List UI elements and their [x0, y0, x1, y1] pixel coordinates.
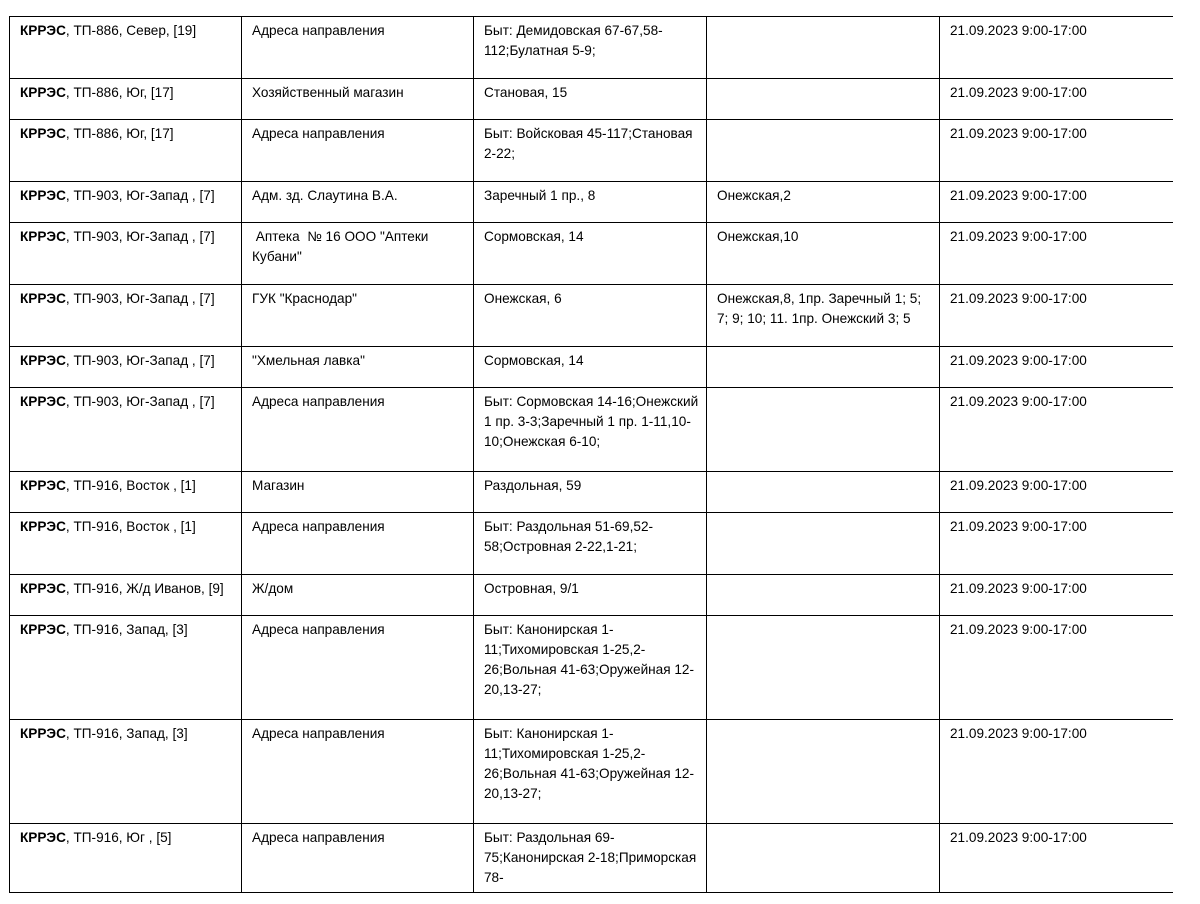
org-name: КРРЭС	[20, 726, 66, 741]
feeder-info: , ТП-916, Запад, [3]	[65, 622, 188, 637]
feeder-info: , ТП-916, Запад, [3]	[65, 726, 188, 741]
outage-table-body	[10, 17, 1174, 893]
object-cell: Адреса направления	[242, 17, 474, 79]
period-cell: 21.09.2023 9:00-17:00	[940, 616, 1174, 720]
table-row	[10, 824, 1174, 893]
period-cell: 21.09.2023 9:00-17:00	[940, 17, 1174, 79]
feeder-cell	[10, 182, 242, 223]
extra-address-cell	[707, 472, 940, 513]
period-cell: 21.09.2023 9:00-17:00	[940, 824, 1174, 893]
address-cell: Заречный 1 пр., 8	[474, 182, 707, 223]
feeder-info: , ТП-903, Юг-Запад , [7]	[65, 353, 215, 368]
address-cell: Быт: Раздольная 69-75;Канонирская 2-18;Приморская 78-	[474, 824, 707, 893]
extra-address-cell	[707, 347, 940, 388]
org-name: КРРЭС	[20, 519, 66, 534]
object-cell: Адреса направления	[242, 616, 474, 720]
org-name: КРРЭС	[20, 394, 66, 409]
period-cell: 21.09.2023 9:00-17:00	[940, 223, 1174, 285]
table-row	[10, 616, 1174, 720]
feeder-cell	[10, 388, 242, 472]
object-cell: Адреса направления	[242, 388, 474, 472]
org-name: КРРЭС	[20, 581, 66, 596]
table-row	[10, 120, 1174, 182]
org-name: КРРЭС	[20, 23, 66, 38]
period-cell: 21.09.2023 9:00-17:00	[940, 513, 1174, 575]
feeder-cell	[10, 616, 242, 720]
extra-address-cell: Онежская,2	[707, 182, 940, 223]
table-row	[10, 513, 1174, 575]
table-row	[10, 472, 1174, 513]
org-name: КРРЭС	[20, 622, 66, 637]
feeder-cell	[10, 17, 242, 79]
extra-address-cell: Онежская,8, 1пр. Заречный 1; 5; 7; 9; 10; 11. 1пр. Онежский 3; 5	[707, 285, 940, 347]
address-cell: Сормовская, 14	[474, 223, 707, 285]
extra-address-cell	[707, 120, 940, 182]
org-name: КРРЭС	[20, 188, 66, 203]
feeder-info: , ТП-903, Юг-Запад , [7]	[65, 394, 215, 409]
feeder-cell	[10, 824, 242, 893]
extra-address-cell	[707, 79, 940, 120]
extra-address-cell	[707, 575, 940, 616]
object-cell: Хозяйственный магазин	[242, 79, 474, 120]
address-cell: Быт: Сормовская 14-16;Онежский 1 пр. 3-3;Заречный 1 пр. 1-11,10-10;Онежская 6-10;	[474, 388, 707, 472]
address-cell: Быт: Демидовская 67-67,58-112;Булатная 5-9;	[474, 17, 707, 79]
object-cell: ГУК "Краснодар"	[242, 285, 474, 347]
period-cell: 21.09.2023 9:00-17:00	[940, 388, 1174, 472]
org-name: КРРЭС	[20, 478, 66, 493]
period-cell: 21.09.2023 9:00-17:00	[940, 79, 1174, 120]
table-row	[10, 575, 1174, 616]
extra-address-cell	[707, 513, 940, 575]
feeder-cell	[10, 120, 242, 182]
table-row	[10, 285, 1174, 347]
table-row	[10, 223, 1174, 285]
feeder-cell	[10, 79, 242, 120]
feeder-info: , ТП-886, Север, [19]	[65, 23, 197, 38]
table-row	[10, 79, 1174, 120]
org-name: КРРЭС	[20, 85, 66, 100]
object-cell: Адм. зд. Слаутина В.А.	[242, 182, 474, 223]
period-cell: 21.09.2023 9:00-17:00	[940, 472, 1174, 513]
period-cell: 21.09.2023 9:00-17:00	[940, 347, 1174, 388]
feeder-cell	[10, 720, 242, 824]
feeder-info: , ТП-886, Юг, [17]	[65, 126, 174, 141]
outage-table	[9, 16, 1173, 893]
object-cell: Ж/дом	[242, 575, 474, 616]
feeder-info: , ТП-916, Восток , [1]	[65, 478, 196, 493]
table-row	[10, 388, 1174, 472]
table-row	[10, 720, 1174, 824]
period-cell: 21.09.2023 9:00-17:00	[940, 575, 1174, 616]
feeder-cell	[10, 285, 242, 347]
feeder-info: , ТП-916, Восток , [1]	[65, 519, 196, 534]
document-page	[9, 0, 1173, 904]
feeder-info: , ТП-903, Юг-Запад , [7]	[65, 291, 215, 306]
feeder-info: , ТП-916, Юг , [5]	[65, 830, 172, 845]
object-cell: Адреса направления	[242, 720, 474, 824]
object-cell: "Хмельная лавка"	[242, 347, 474, 388]
table-row	[10, 17, 1174, 79]
period-cell: 21.09.2023 9:00-17:00	[940, 120, 1174, 182]
org-name: КРРЭС	[20, 126, 66, 141]
extra-address-cell: Онежская,10	[707, 223, 940, 285]
address-cell: Быт: Канонирская 1-11;Тихомировская 1-25,2-26;Вольная 41-63;Оружейная 12-20,13-27;	[474, 720, 707, 824]
extra-address-cell	[707, 616, 940, 720]
org-name: КРРЭС	[20, 229, 66, 244]
extra-address-cell	[707, 824, 940, 893]
period-cell: 21.09.2023 9:00-17:00	[940, 285, 1174, 347]
object-cell: Адреса направления	[242, 513, 474, 575]
feeder-info: , ТП-903, Юг-Запад , [7]	[65, 229, 215, 244]
extra-address-cell	[707, 720, 940, 824]
feeder-cell	[10, 472, 242, 513]
address-cell: Быт: Канонирская 1-11;Тихомировская 1-25,2-26;Вольная 41-63;Оружейная 12-20,13-27;	[474, 616, 707, 720]
org-name: КРРЭС	[20, 353, 66, 368]
feeder-cell	[10, 575, 242, 616]
feeder-info: , ТП-916, Ж/д Иванов, [9]	[65, 581, 224, 596]
table-row	[10, 182, 1174, 223]
address-cell: Онежская, 6	[474, 285, 707, 347]
address-cell: Быт: Войсковая 45-117;Становая 2-22;	[474, 120, 707, 182]
address-cell: Островная, 9/1	[474, 575, 707, 616]
address-cell: Быт: Раздольная 51-69,52-58;Островная 2-22,1-21;	[474, 513, 707, 575]
address-cell: Становая, 15	[474, 79, 707, 120]
object-cell: Аптека № 16 ООО "Аптеки Кубани"	[242, 223, 474, 285]
org-name: КРРЭС	[20, 830, 66, 845]
feeder-info: , ТП-886, Юг, [17]	[65, 85, 174, 100]
period-cell: 21.09.2023 9:00-17:00	[940, 720, 1174, 824]
extra-address-cell	[707, 17, 940, 79]
object-cell: Адреса направления	[242, 120, 474, 182]
feeder-cell	[10, 513, 242, 575]
feeder-cell	[10, 347, 242, 388]
org-name: КРРЭС	[20, 291, 66, 306]
feeder-cell	[10, 223, 242, 285]
address-cell: Раздольная, 59	[474, 472, 707, 513]
table-row	[10, 347, 1174, 388]
address-cell: Сормовская, 14	[474, 347, 707, 388]
object-cell: Адреса направления	[242, 824, 474, 893]
period-cell: 21.09.2023 9:00-17:00	[940, 182, 1174, 223]
feeder-info: , ТП-903, Юг-Запад , [7]	[65, 188, 215, 203]
extra-address-cell	[707, 388, 940, 472]
object-cell: Магазин	[242, 472, 474, 513]
